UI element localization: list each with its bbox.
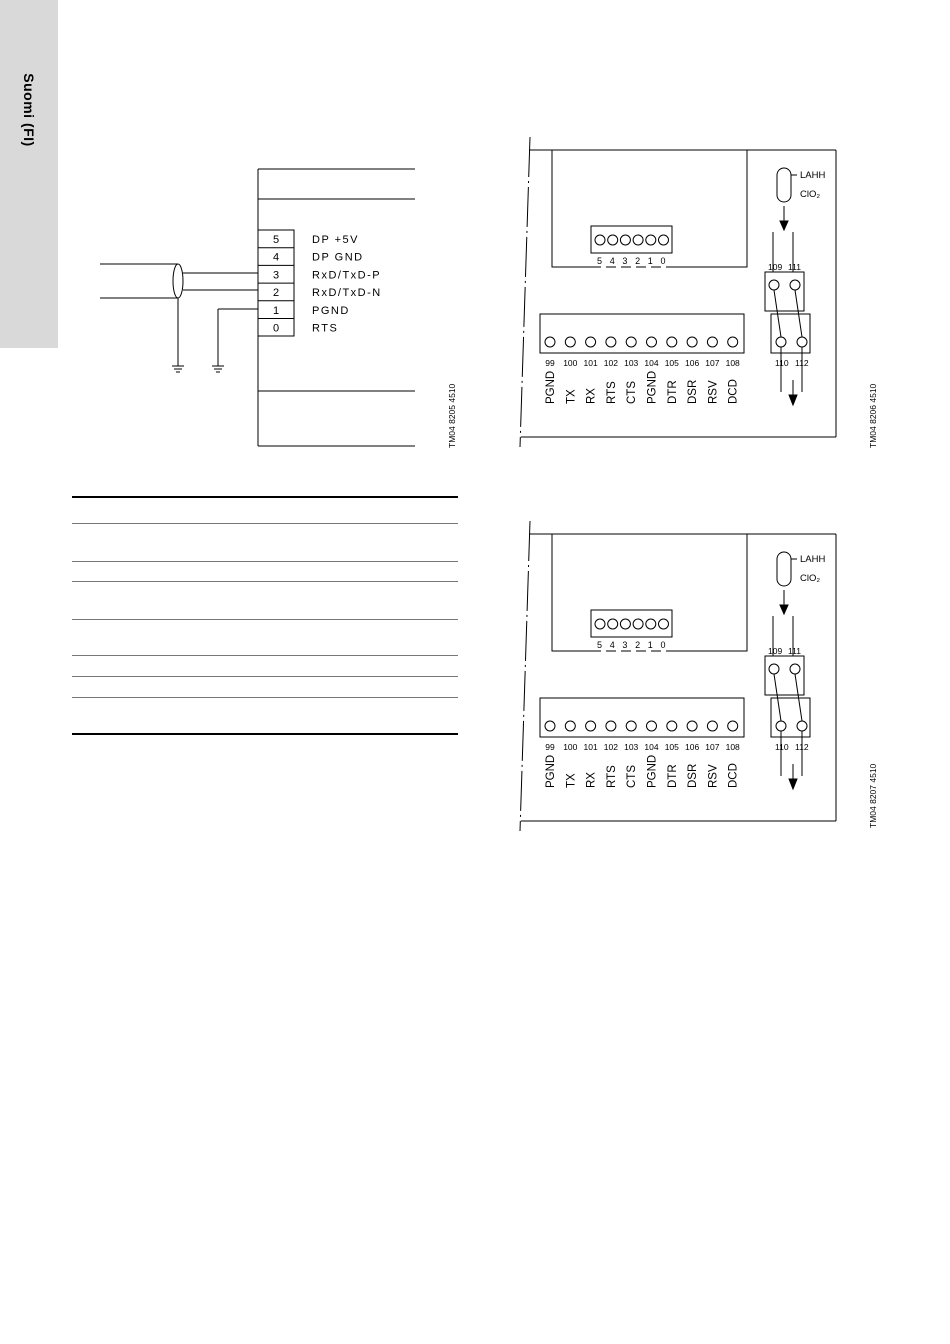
switch-terminal-label: 112 — [795, 742, 809, 752]
terminal-label: DSR — [687, 379, 700, 404]
terminal-screw — [626, 721, 636, 731]
terminal-number: 106 — [685, 742, 700, 752]
terminal-screw — [707, 721, 717, 731]
figure-3-reference: TM04 8207 4510 — [868, 763, 878, 828]
terminal-screw — [728, 721, 738, 731]
terminal-number: 2 — [272, 287, 280, 300]
connector-pin-label: 3 — [622, 640, 628, 650]
connector-pin — [646, 619, 656, 629]
terminal-number: 107 — [705, 358, 720, 368]
terminal-label: PGND — [545, 370, 557, 404]
terminal-number: 103 — [624, 358, 639, 368]
terminal-label: RTS — [605, 765, 618, 788]
terminal-screw — [545, 721, 555, 731]
terminal-label: DTR — [666, 380, 679, 404]
level-sensor — [777, 552, 791, 586]
terminal-screw — [667, 721, 677, 731]
connector-pin-label: 5 — [597, 640, 603, 650]
arrow-head — [780, 605, 788, 614]
terminal-label: PGND — [646, 754, 659, 788]
switch-terminal — [797, 721, 807, 731]
terminal-label: RSV — [707, 764, 720, 788]
table-row-divider — [72, 523, 458, 524]
connector-pin-label: 2 — [635, 256, 641, 266]
terminal-number: 108 — [725, 742, 740, 752]
terminal-screw — [647, 721, 657, 731]
switch-terminal-label: 110 — [775, 742, 789, 752]
arrow-head — [789, 779, 797, 789]
switch-block-top — [765, 656, 804, 695]
connector-pin-label: 0 — [660, 256, 666, 266]
switch-block-bottom — [771, 698, 810, 737]
connector-pin-label: 1 — [647, 256, 653, 266]
terminal-screw — [687, 721, 697, 731]
terminal-number: 105 — [664, 742, 679, 752]
terminal-number: 108 — [725, 358, 740, 368]
switch-terminal — [790, 664, 800, 674]
terminal-screw — [606, 721, 616, 731]
figure-2-reference: TM04 8206 4510 — [868, 383, 878, 448]
table-row-divider — [72, 655, 458, 656]
terminal-number: 106 — [685, 358, 700, 368]
table-bottom-rule — [72, 733, 458, 735]
terminal-number: 100 — [563, 358, 578, 368]
display-outline — [676, 534, 747, 651]
terminal-label: RX — [585, 772, 598, 788]
terminal-number: 99 — [545, 742, 555, 752]
terminal-number: 101 — [583, 742, 598, 752]
table-top-rule — [72, 496, 458, 498]
terminal-number: 0 — [272, 322, 280, 335]
connector-pin-label: 4 — [609, 256, 615, 266]
table-row-divider — [72, 619, 458, 620]
terminal-number: 1 — [272, 304, 280, 317]
language-label: Suomi (FI) — [21, 73, 37, 147]
terminal-number: 105 — [664, 358, 679, 368]
connector-pin-label: 0 — [660, 640, 666, 650]
connector-pin-label: 5 — [597, 256, 603, 266]
terminal-number: 100 — [563, 742, 578, 752]
terminal-number: 5 — [272, 234, 280, 246]
terminal-number: 104 — [644, 358, 659, 368]
terminal-number: 104 — [644, 742, 659, 752]
table-row-divider — [72, 581, 458, 582]
table-row-divider — [72, 561, 458, 562]
connector-pin-label: 4 — [609, 640, 615, 650]
terminal-label: PGND — [646, 370, 659, 404]
connector-pin — [620, 619, 630, 629]
sensor-label: LAHH — [800, 554, 826, 565]
switch-terminal-label: 111 — [788, 646, 801, 656]
terminal-number: 99 — [545, 358, 555, 368]
terminal-label: RSV — [707, 380, 720, 404]
sensor-label: LAHH — [800, 170, 826, 181]
connector-pin — [659, 619, 669, 629]
terminal-label: PGND — [545, 754, 557, 788]
connector-block — [591, 610, 672, 637]
terminal-number: 102 — [603, 742, 618, 752]
terminal-screw — [565, 721, 575, 731]
terminal-label: DSR — [687, 763, 700, 788]
terminal-number: 3 — [272, 269, 280, 282]
terminal-label: TX — [565, 389, 578, 404]
terminal-number: 102 — [603, 358, 618, 368]
gas-label: ClO₂ — [800, 573, 821, 584]
display-outline — [552, 534, 591, 651]
connector-pin-label: 3 — [622, 256, 628, 266]
terminal-label: DP +5V — [312, 234, 360, 246]
connector-pin — [595, 619, 605, 629]
terminal-screw — [586, 721, 596, 731]
terminal-number: 103 — [624, 742, 639, 752]
terminal-label: RX — [585, 388, 598, 404]
terminal-label: CTS — [626, 381, 639, 404]
connector-pin — [633, 619, 643, 629]
terminal-label: RxD/TxD-N — [312, 287, 382, 300]
terminal-label: CTS — [626, 765, 639, 788]
table-row-divider — [72, 676, 458, 677]
terminal-number: 101 — [583, 358, 598, 368]
terminal-label: RTS — [605, 381, 618, 404]
board-break-line — [520, 521, 530, 831]
connector-pin-label: 2 — [635, 640, 641, 650]
switch-terminal-label: 111 — [788, 262, 801, 272]
connector-pin — [608, 619, 618, 629]
gas-label: ClO₂ — [800, 189, 821, 200]
switch-terminal-label: 112 — [795, 358, 809, 368]
switch-terminal-label: 110 — [775, 358, 789, 368]
terminal-label: DTR — [666, 764, 679, 788]
terminal-label: RTS — [312, 322, 339, 335]
terminal-label: TX — [565, 773, 578, 788]
switch-terminal-label: 109 — [768, 262, 783, 272]
terminal-number: 107 — [705, 742, 720, 752]
terminal-label: DP GND — [312, 251, 364, 264]
terminal-label: PGND — [312, 304, 350, 317]
figure-1-reference: TM04 8205 4510 — [447, 383, 457, 448]
switch-terminal-label: 109 — [768, 646, 783, 656]
terminal-label: RxD/TxD-P — [312, 269, 382, 282]
terminal-number: 4 — [272, 251, 280, 264]
connector-pin-label: 1 — [647, 640, 653, 650]
switch-terminal — [769, 664, 779, 674]
table-row-divider — [72, 697, 458, 698]
terminal-label: DCD — [727, 379, 740, 404]
terminal-label: DCD — [727, 763, 740, 788]
switch-terminal — [776, 721, 786, 731]
